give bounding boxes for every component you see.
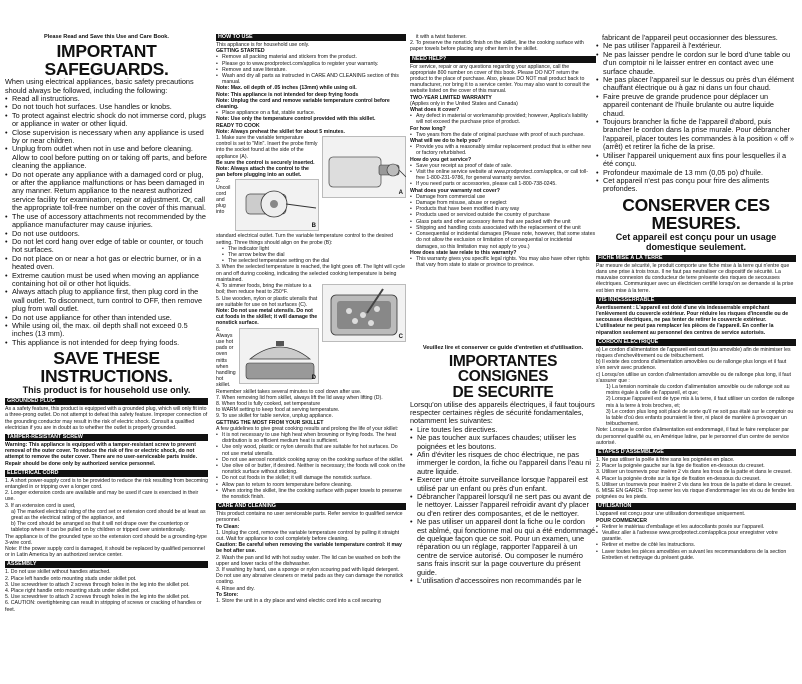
list-item: • Wash and dry all parts as instructed in CARE AND CLEANING section of this manual. [216, 73, 406, 85]
cord-grounded-text: The appliance is of the grounded type so the extension cord should be a grounding-type 3-wire cord. [5, 533, 207, 546]
list-item: • Damage from misuse, abuse or neglect [410, 200, 596, 206]
answer-list [410, 144, 596, 156]
getting-started-list [216, 54, 406, 85]
list-item: 2. Placer la poignée gauche sur la tige de fixation en-dessous du creuset. [596, 463, 765, 470]
warranty-sub: (Applies only in the United States and Canada) [410, 100, 518, 107]
getting-started-heading: GETTING STARTED [216, 48, 265, 55]
step: 6. Always use hot pads or oven mitts when handling hot skillet. Remember skillet takes several minutes to cool down after use. [216, 326, 362, 395]
list-item: a) The marked electrical rating of the cord set or extension cord should be at least as great as the electrical rating of the appliance, and [11, 508, 206, 522]
list-item: 2. Longer extension cords are available and may be used if care is exercised in their use. [5, 490, 199, 503]
how-intro: This appliance is for household use only. [216, 42, 310, 48]
list-item: • Exercer une étroite surveillance lorsque l'appareil est utilisé par un enfant ou près d'un enfant. [410, 476, 596, 493]
to-clean-heading: To Clean: [216, 523, 240, 530]
list-item: • Allow pan to return to room temperature before cleaning. [216, 482, 406, 488]
figure-label: B [311, 223, 316, 230]
list-item: 1. A short power-supply cord is to be provided to reduce the risk resulting from becoming entangled in or tripping over a longer cord. [5, 477, 208, 491]
figure-label: D [311, 375, 316, 382]
list-item: • Do not let cord hang over edge of table or counter, or touch hot surfaces. [5, 238, 208, 255]
skillet-food-icon [323, 285, 406, 343]
list-item: • The selected temperature setting on the dial [222, 258, 406, 264]
list-item: a) Le cordon d'alimentation de l'appareil est court (ou amovible) afin de minimiser les risques d'enchevêtrement ou de trébuchement. [596, 346, 791, 359]
safeguards-list [5, 95, 208, 347]
list-item: 3. If an extension cord is used, [5, 502, 76, 509]
list-item: • Débrancher l'appareil lorsqu'il ne sert pas ou avant de le nettoyer. Laisser l'appareil refroidir avant d'y placer ou d'en retirer des composantes, et de le nettoyer. [410, 493, 596, 518]
list-item: 5. Use screwdriver to attach 2 screws through holes in the leg into the skillet pot. [5, 594, 190, 601]
step: to WARM setting to keep food at serving temperature. [216, 407, 340, 414]
step: 1. Store the unit in a dry place and wind electric cord into a coil securing [216, 598, 381, 605]
pour-list [596, 524, 796, 561]
section-heading: NEED HELP? [410, 56, 596, 63]
list-item: • Place appliance on a flat, stable surface. [216, 110, 406, 116]
important-safeguards-title: IMPORTANT SAFEGUARDS. [44, 41, 169, 80]
fr-save-title: CONSERVER CES MESURES. [622, 194, 770, 233]
step: 8. When food is fully cooked, set temperature [216, 400, 321, 407]
column-2 [216, 34, 406, 680]
to-store-heading: To Store: [216, 591, 239, 598]
most-list [216, 432, 406, 500]
list-item: • Close supervision is necessary when any appliance is used by or near children. [5, 129, 208, 146]
question: How do you get service? [410, 156, 472, 163]
section-heading: GROUNDED PLUG [5, 398, 208, 405]
step: 2. Wash the pan and lid with hot sudsy water. The lid can be washed on both the upper and lower racks of the dishwasher. [216, 554, 401, 567]
list-item: 3. Utiliser un tournevis pour insérer 2 vis dans les trous de la patte et dans le creuset. [596, 469, 792, 476]
most-intro: A few guidelines to give great cooking results and prolong the life of your skillet: [216, 425, 399, 432]
list-item: 4. Place right handle onto mounting studs under skillet pot. [5, 588, 140, 595]
list-item: • This appliance is not intended for deep frying foods. [5, 339, 208, 347]
list-item: 1. Do not use skillet without handles attached. [5, 569, 111, 576]
list-item: • Please go to www.prodprotect.com/applica to register your warranty. [216, 61, 406, 67]
caution: Caution: Be careful when removing the variable temperature control: it may be hot after use. [216, 542, 402, 555]
warranty-heading: TWO-YEAR LIMITED WARRANTY [410, 94, 492, 101]
figure-label: C [398, 333, 403, 340]
store-continued: it with a twist fastener. [416, 34, 467, 40]
list-item: 1. Ne pas utiliser la poêle à frire sans les poignées en place. [596, 457, 735, 463]
list-item: • Do not place on or near a hot gas or electric burner, or in a heated oven. [5, 255, 208, 272]
question: What does your warranty not cover? [410, 187, 500, 194]
list-item: • Ne pas toucher aux surfaces chaudes; utiliser les poignées et les boutons. [410, 434, 596, 451]
answer-list [410, 194, 596, 250]
tamper-screw-text: Warning: This appliance is equipped with a tamper-resistant screw to prevent removal of the outer cover. To reduce the risk of fire or electric shock, do not attempt to remove the outer cover. There are no user-serviceable parts inside. Repair should be done only by authorized service personnel. [5, 442, 198, 467]
list-item: • While using oil, the max. oil depth shall not exceed 0.5 inches (13 mm). [5, 322, 208, 339]
section-heading: VIS INDESSERRABLE [596, 297, 796, 304]
list-item: • Ne pas utiliser l'appareil à l'extérieur. [596, 42, 796, 50]
column-3 [410, 34, 596, 680]
section-heading: ASSEMBLY [5, 561, 208, 568]
list-item: • The indicator light [222, 246, 406, 252]
step: 2. Uncoil cord and plug into standard electrical outlet. Turn the variable temperature control to the desired setting. Three things should align on the probe (B): [216, 178, 394, 246]
util-intro: L'appareil est conçu pour une utilisation domestique uniquement. [596, 511, 746, 518]
list-item: • When storing the skillet, line the cooking surface with paper towels to preserve the nonstick finish. [216, 488, 406, 500]
list-item: • The use of accessory attachments not recommended by the appliance manufacturer may cause injuries. [5, 213, 208, 230]
list-item: • Visit the online service website at www.prodprotect.com/applica, or call toll-free 1-800-231-9786, for general warranty service. [410, 169, 596, 181]
vis-text: Avertissement : L'appareil est doté d'une vis indesserrable empêchant l'enlèvement du couvercle extérieur. Pour réduire les risques d'incendie ou de secousses électriques, ne pas tenter de retirer le couvercle extérieur. L'utilisateur ne peut pas remplacer les pièces de l'appareil. En confier la réparation seulement au personnel des centres de service autorisés. [596, 304, 789, 336]
electrical-cord-list [5, 478, 208, 534]
section-heading: TAMPER-RESISTANT SCREW [5, 434, 208, 441]
list-item: • Lire toutes les directives. [410, 426, 596, 434]
cordon-list [596, 347, 796, 428]
pre-title: Please Read and Save this Use and Care Book. [44, 34, 169, 40]
grounded-plug-text: As a safety feature, this product is equipped with a grounded plug, which will only fit into a three-prong outlet. Do not attempt to defeat this safety feature. Improper connection of the grounding conductor may result in the risk of electric shock. Consult a qualified electrician if you are in doubt as to whether the outlet is properly grounded. [5, 406, 208, 431]
list-item: • Read all instructions. [5, 95, 208, 103]
list-item: 3. Use screwdriver to attach 2 screws through holes in the leg into the skillet pot. [5, 581, 190, 588]
list-item: • It is not necessary to use high heat when browning or frying foods. The heat distribution is so efficient medium heat is sufficient. [216, 432, 406, 444]
step: 9. To use skillet for table service, unplug appliance. [216, 413, 333, 420]
list-item: • Any defect in material or workmanship provided; however, Applica's liability will not exceed the purchase price of product. [410, 113, 596, 125]
list-item: b) The cord should be arranged so that it will not drape over the countertop or tabletop where it can be pulled on by children or tripped over unintentionally. [11, 521, 189, 534]
note: Note: Unplug the cord and remove variable temperature control before cleaning. [216, 97, 390, 111]
list-item: • Shipping and handling costs associated with the replacement of the unit [410, 225, 596, 231]
list-item: 6. CAUTION: overtightening can result in stripping of screws or cracking of handles or feet. [5, 600, 202, 613]
list-item: • Laver toutes les pièces amovibles en suivant les recommandations de la section Entretien et nettoyage du présent guide. [596, 549, 796, 561]
note: Note: Always preheat the skillet for about 5 minutes. [216, 128, 345, 135]
section-heading: CARE AND CLEANING [216, 503, 406, 510]
fr-pre-title: Veuillez lire et conserver ce guide d'entretien et d'utilisation. [422, 345, 584, 352]
spacer [410, 268, 596, 345]
figure-c-utensils [322, 284, 406, 342]
list-item: • Consequential or incidental damages (Please note, however, that some states do not allow the exclusion or limitation of consequential or incidental damages, so this limitation may not apply to you.) [410, 231, 596, 250]
section-heading: ELECTRICAL CORD [5, 470, 208, 477]
figure-b-dial [235, 179, 319, 231]
section-heading: CORDON ÉLECTRIQUE [596, 339, 796, 346]
list-item: 2) Lorsque l'appareil est de type mis à la terre, il faut utiliser un cordon de rallonge mis à la terre à trois broches, et; [606, 396, 795, 409]
step: 4. To simmer foods, bring the mixture to a boil; then reduce heat to 250°F. [216, 283, 312, 296]
note: Note: Max. oil depth of .05 inches (13mm) while using oil. [216, 85, 357, 92]
list-item: • Save your receipt as proof of date of sale. [410, 163, 596, 169]
section-heading: HOW TO USE [216, 34, 406, 41]
column-4 [596, 34, 796, 680]
etapes-list [596, 457, 796, 500]
household-use-note: This product is for household use only. [22, 385, 191, 396]
cord-note: Note: If the power supply cord is damaged, it should be replaced by qualified personnel or in Latin America by an authorized service center. [5, 546, 205, 559]
fr-safeguards-continued [596, 34, 796, 194]
note: Note: Do not use metal utensils. Do not cut foods in the skillet; it will damage the nonstick surface. [216, 307, 318, 327]
help-text: For service, repair or any questions regarding your appliance, call the appropriate 800 number on cover of this book. Please DO NOT return the product to the place of purchase. Also, please DO NOT mail product back to manufacturer, nor bring it to a service center. You may also want to consult the website listed on the cover of this manual. [410, 63, 590, 95]
list-item: • Two years from the date of original purchase with proof of such purchase. [410, 132, 596, 138]
temperature-dial-icon [236, 180, 320, 232]
skillet-lid-icon [240, 329, 320, 385]
note: Note: Use only the temperature control provided with this skillet. [216, 116, 376, 123]
list-item: • Products that have been modified in any way [410, 206, 596, 212]
question: What will we do to help you? [410, 138, 481, 145]
list-item: • Remove all packing material and stickers from the product. [216, 54, 406, 60]
step: 1. Make sure the variable temperature control is set to "Min". Insert the probe firmly into the socket found at the side of the appliance (A). [216, 135, 318, 160]
safeguards-body [5, 78, 208, 347]
figure-label: A [398, 189, 403, 196]
fr-intro: Lorsqu'on utilise des appareils électriques, il faut toujours respecter certaines règles de sécurité fondamentales, notamment les suivantes: [410, 399, 595, 426]
list-item: • Retirer et mettre de côté les instructions. [596, 542, 796, 548]
cordon-note: Note: Lorsque le cordon d'alimentation est endommagé, il faut le faire remplacer par du personnel qualifié ou, en Amérique latine, par le personnel d'un centre de service autorisé. [596, 427, 790, 446]
list-item: • Utiliser l'appareil uniquement aux fins pour lesquelles il a été conçu. [596, 152, 796, 169]
list-item: • This warranty gives you specific legal rights. You may also have other rights that vary from state to state or province to province. [410, 256, 596, 268]
list-item: • Ne pas placer l'appareil sur le dessus ou près d'un élément chauffant électrique ou à gaz ni dans un four chaud. [596, 76, 796, 93]
question: How does state law relate to this warranty? [410, 249, 517, 256]
step: 3. When the selected temperature is reached, the light goes off. The light will cycle on and off during cooking, indicating the selected cooking temperature is being maintained. [216, 264, 405, 283]
list-item: • Use only wood, plastic or nylon utensils that are suitable for hot surfaces. Do not use metal utensils. [216, 444, 406, 456]
care-intro: This product contains no user serviceable parts. Refer service to qualified service personnel. [216, 511, 403, 524]
list-item: • L'utilisation d'accessoires non recommandés par le [410, 577, 596, 585]
answer-list [410, 256, 596, 268]
list-item: b) Il existe des cordons d'alimentation amovibles ou de rallonge plus longs et il faut s'en servir avec prudence. [596, 359, 787, 372]
list-item: • Glass parts and other accessory items that are packed with the unit [410, 219, 596, 225]
step: 2. To preserve the nonstick finish on the skillet, line the cooking surface with paper towels before placing any other item in the skillet. [410, 40, 584, 53]
list-item: • Do not operate any appliance with a damaged cord or plug, or after the appliance malfunctions or has been damaged in any manner. Return appliance to the nearest authorized service facility for examination, repair or adjustment. Or, call the appropriate toll-free number on the cover of this manual. [5, 171, 208, 213]
answer-list [410, 113, 596, 125]
list-item: 6. MISE EN GARDE : Trop serrer les vis risque d'endommager les vis ou de fendre les poignées ou les pieds. [596, 488, 795, 501]
list-item: • Damage from commercial use [410, 194, 596, 200]
list-item: • Do not use aerosol nonstick cooking spray on the cooking surface of the skillet. [216, 457, 406, 463]
list-item: • Do not use outdoors. [5, 230, 208, 238]
list-item: 1) La tension nominale du cordon d'alimentation amovible ou de rallonge soit au moins égale à celle de l'appareil, et que; [606, 383, 790, 397]
fr-safeguards-list [410, 426, 596, 586]
answer-list [410, 132, 596, 138]
list-item: • Extreme caution must be used when moving an appliance containing hot oil or other hot liquids. [5, 272, 208, 289]
section-heading: UTILISATION [596, 503, 796, 510]
pour-heading: POUR COMMENCER [596, 517, 648, 524]
list-item: • Do not cut foods in the skillet; it will damage the nonstick surface. [216, 475, 406, 481]
list-item: 2. Place left handle onto mounting studs under skillet pot. [5, 575, 137, 582]
fr-safeguards-list [596, 42, 796, 193]
list-item: c) Lorsqu'on utilise un cordon d'alimentation amovible ou de rallonge plus long, il faut s'assurer que : [596, 371, 791, 384]
list-item: • Cet appareil n'est pas conçu pour frire des aliments profondes. [596, 177, 796, 194]
list-item: • Provide you with a reasonably similar replacement product that is either new or factory refurbished. [410, 144, 596, 156]
fr-household-note: Cet appareil est conçu pour un usage domestique seulement. [615, 231, 777, 252]
list-item: • Unplug from outlet when not in use and before cleaning. Allow to cool before putting on or taking off parts, and before cleaning the appliance. [5, 145, 208, 170]
list-item: • Use olive oil or butter, if desired. Neither is necessary; the foods will cook on the nonstick surface without sticking. [216, 463, 406, 475]
list-item: • Faire preuve de grande prudence pour déplacer un appareil contenant de l'huile brulante ou autre liquide chaud. [596, 93, 796, 118]
column-1 [5, 34, 208, 680]
list-item: 5. Utiliser un tournevis pour insérer 2 vis dans les trous de la patte et dans le creuset. [596, 481, 792, 488]
skillet-probe-icon [323, 137, 406, 199]
question: What does it cover? [410, 107, 460, 114]
section-heading: ÉTAPES D'ASSEMBLAGE [596, 449, 796, 456]
assembly-list [5, 569, 208, 612]
fr-continued: fabricant de l'appareil peut occasionner des blessures. [602, 34, 778, 42]
list-item: • Products used or serviced outside the country of purchase [410, 212, 596, 218]
list-item: • Do not touch hot surfaces. Use handles or knobs. [5, 103, 208, 111]
list-item: • Remove and save literature. [216, 67, 406, 73]
list-item: • Always attach plug to appliance first, then plug cord in the wall outlet. To disconnect, turn control to OFF, then remove plug from wall outlet. [5, 288, 208, 313]
list-item: • To protect against electric shock do not immerse cord, plugs or appliance in water or other liquid. [5, 112, 208, 129]
fiche-text: Par mesure de sécurité, le produit comporte une fiche mise à la terre qui n'entre que dans une prise à trois trous. Il ne faut pas neutraliser ce dispositif de sécurité. La mauvaise connexion du conducteur de terre présente des risques de secousses électriques. Communiquer avec un électricien certifié lorsqu'on se demande si la prise est bien mise à la terre. [596, 262, 794, 294]
answer-list [410, 163, 596, 188]
fr-title-line1: IMPORTANTES CONSIGNES [448, 352, 558, 386]
fr-safeguards-body [410, 401, 596, 586]
list-item: • Profondeur maximale de 13 mm (0,05 po) d'huile. [596, 169, 796, 177]
ready-heading: READY TO COOK [216, 122, 260, 129]
safeguards-intro: When using electrical appliances, basic safety precautions should always be followed, including the following: [5, 77, 194, 95]
list-item: • Veuillez aller à l'adresse www.prodprotect.com/applica pour enregistrer votre garantie. [596, 530, 796, 542]
section-heading: FICHE MISE À LA TERRE [596, 255, 796, 262]
figure-d-lid [239, 328, 319, 384]
step: 5. Use wooden, nylon or plastic utensils that are suitable for use on hot surfaces (C). [216, 295, 318, 308]
probe-alignment-list [216, 246, 406, 265]
list-item: • The arrow below the dial [222, 252, 406, 258]
most-heading: GETTING THE MOST FROM YOUR SKILLET [216, 419, 324, 426]
list-item: • Ne pas laisser pendre le cordon sur le bord d'une table ou d'un comptoir ni le laisser entrer en contact avec une surface chaude. [596, 51, 796, 76]
fr-title-line2: DE SECURITE [452, 383, 554, 401]
list-item: 4. Placer la poignée droite sur la tige de fixation en-dessous du creuset. [596, 475, 761, 482]
list-item: • Afin d'éviter les risques de choc électrique, ne pas immerger le cordon, la fiche ou l'appareil dans l'eau ni autre liquide. [410, 451, 596, 476]
note: Be sure the control is securely inserted. [216, 159, 315, 166]
list-item: 3) Le cordon plus long soit placé de sorte qu'il ne soit pas étalé sur le comptoir ou la table d'où des enfants pourraient le tirer, ni placé de manière à provoquer un trébuchement. [606, 408, 794, 428]
figure-a-probe-insert [322, 136, 406, 198]
note: Note: Always attach the control to the pan before plugging into an outlet. [216, 166, 309, 179]
step: 3. If washing by hand, use a sponge or nylon scouring pad with liquid detergent. Do not use any abrasive cleaners or metal pads as they can damage the nonstick coating. [216, 567, 404, 586]
list-item: • Ne pas utiliser un appareil dont la fiche ou le cordon est abîmé, qui fonctionne mal ou qui a été endommagé de quelque façon que ce soit. Pour un examen, une réparation ou un réglage, rapporter l'appareil à un centre de service autorisé. Ou composer le numéro sans frais inscrit sur la page couverture du présent guide. [410, 518, 596, 577]
step: 1. Unplug the cord, remove the variable temperature control by pulling it straight out. Wait for appliance to cool completely before cleaning. [216, 529, 400, 543]
step: 7. When removing lid from skillet, always lift the lid away when lifting (D). [216, 394, 383, 401]
step: 4. Rinse and dry. [216, 585, 255, 592]
list-item: • Toujours brancher la fiche de l'appareil d'abord, puis brancher le cordon dans la prise murale. Pour débrancher l'appareil, placer toutes les commandes à la position « off » (arrêt) et retirer la fiche de la prise. [596, 118, 796, 152]
note: Note: This appliance is not intended for deep frying foods [216, 91, 359, 98]
save-instructions-title: SAVE THESE INSTRUCTIONS. [40, 348, 173, 387]
list-item: • Do not use appliance for other than intended use. [5, 314, 208, 322]
question: For how long? [410, 125, 446, 132]
list-item: • If you need parts or accessories, please call 1-800-738-0245. [410, 181, 596, 187]
list-item: • Retirer le matériau d'emballage et les autocollants posés sur l'appareil. [596, 524, 796, 530]
